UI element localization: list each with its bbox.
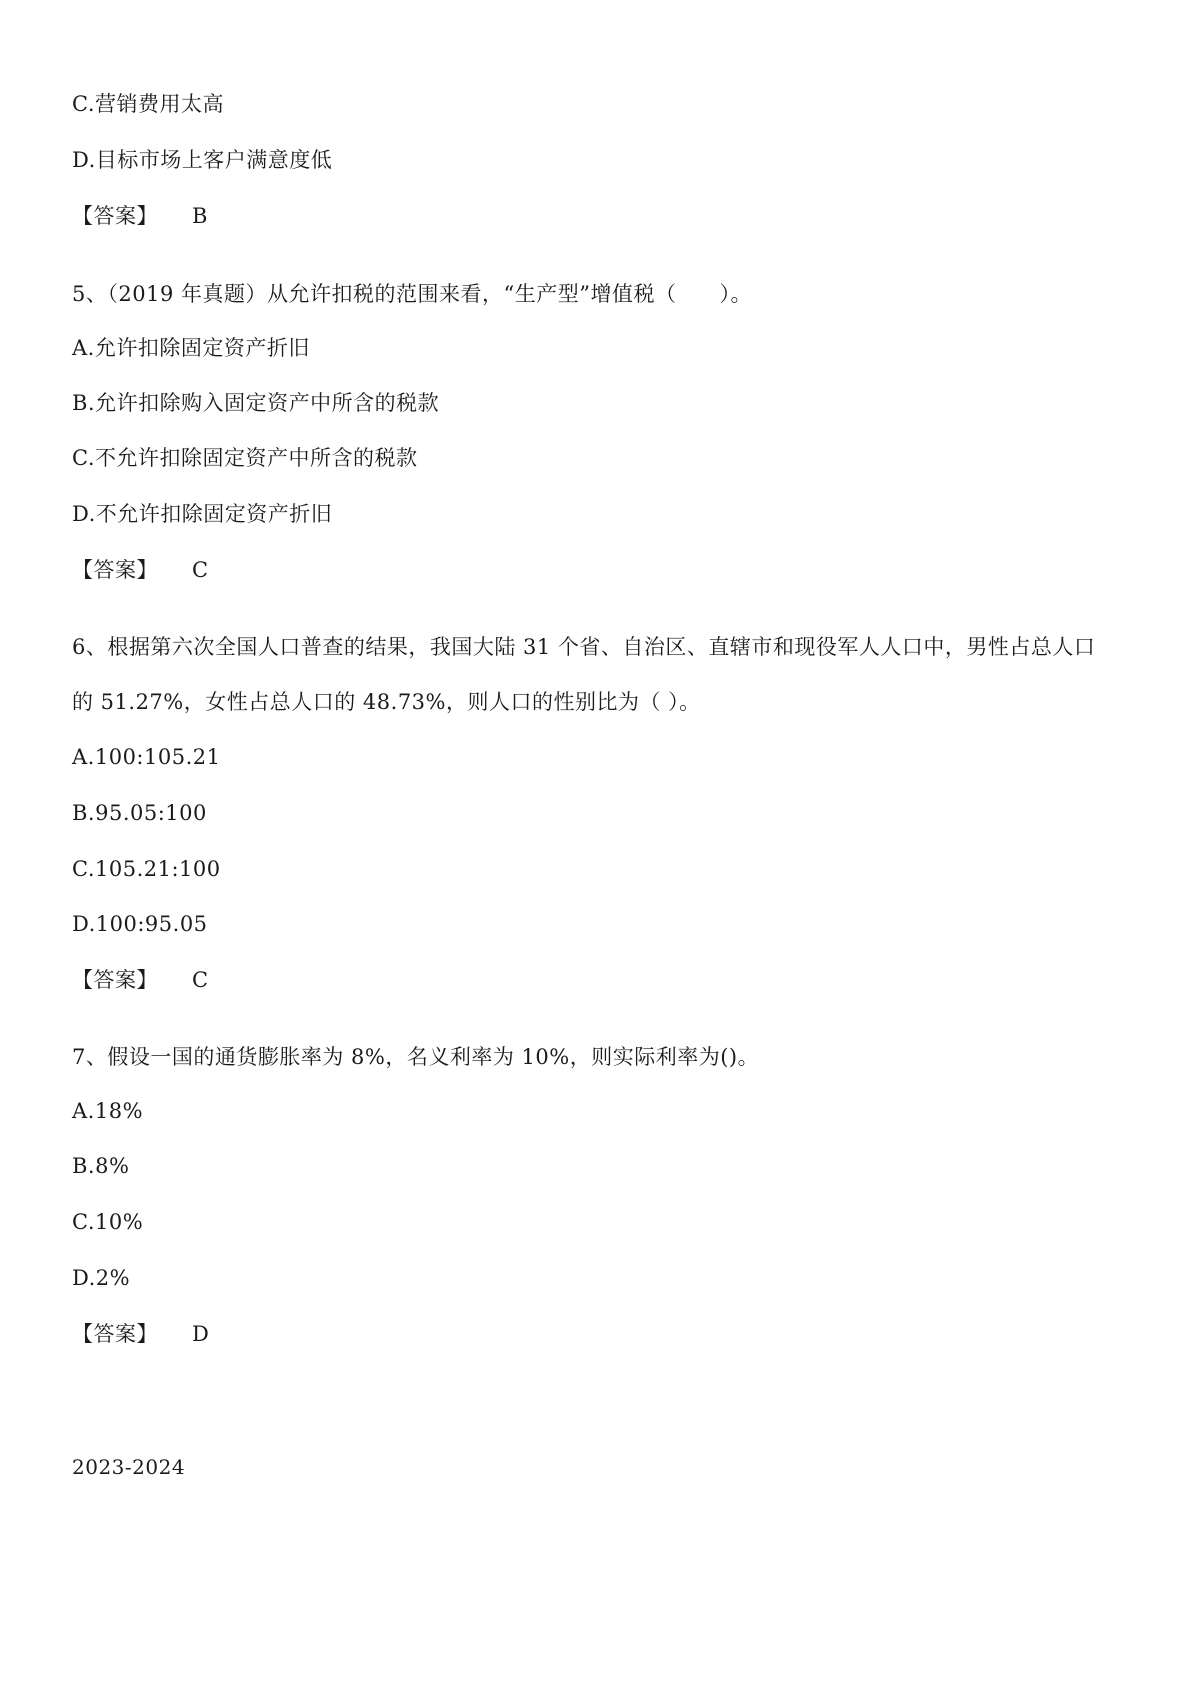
question-5-option-c: C.不允许扣除固定资产中所含的税款 [72, 446, 418, 470]
question-7-option-d: D.2% [72, 1266, 131, 1290]
question-6-option-d: D.100:95.05 [72, 912, 208, 936]
question-5-answer [72, 556, 209, 584]
question-7-option-c: C.10% [72, 1210, 144, 1234]
question-6-answer [72, 966, 209, 994]
question-6-text-line-1: 6、根据第六次全国人口普查的结果，我国大陆 31 个省、自治区、直辖市和现役军人人口中，男性占总人口 [72, 635, 1096, 659]
question-6-option-c: C.105.21:100 [72, 857, 221, 881]
option-d-prev-question: D.目标市场上客户满意度低 [72, 148, 333, 172]
answer-label: 【答案】 [72, 558, 158, 582]
question-7-text: 7、假设一国的通货膨胀率为 8%，名义利率为 10%，则实际利率为()。 [72, 1045, 760, 1069]
question-6-text-line-2: 的 51.27%，女性占总人口的 48.73%，则人口的性别比为（ ）。 [72, 690, 701, 714]
answer-value: C [192, 558, 209, 582]
question-7-answer [72, 1320, 209, 1348]
answer-line-prev-question [72, 202, 208, 230]
question-6-option-b: B.95.05:100 [72, 801, 207, 825]
answer-value: D [192, 1322, 210, 1346]
footer-year-range: 2023-2024 [72, 1455, 186, 1479]
question-5-option-d: D.不允许扣除固定资产折旧 [72, 502, 333, 526]
answer-value: B [192, 204, 208, 228]
question-5-option-b: B.允许扣除购入固定资产中所含的税款 [72, 391, 440, 415]
question-7-option-a: A.18% [72, 1099, 144, 1123]
answer-label: 【答案】 [72, 968, 158, 992]
question-5-option-a: A.允许扣除固定资产折旧 [72, 336, 310, 360]
question-6-option-a: A.100:105.21 [72, 745, 221, 769]
question-5-text: 5、（2019 年真题）从允许扣税的范围来看，“生产型”增值税（ ）。 [72, 282, 752, 306]
answer-value: C [192, 968, 209, 992]
question-7-option-b: B.8% [72, 1154, 130, 1178]
option-c-prev-question: C.营销费用太高 [72, 92, 224, 116]
answer-label: 【答案】 [72, 1322, 158, 1346]
answer-label: 【答案】 [72, 204, 158, 228]
